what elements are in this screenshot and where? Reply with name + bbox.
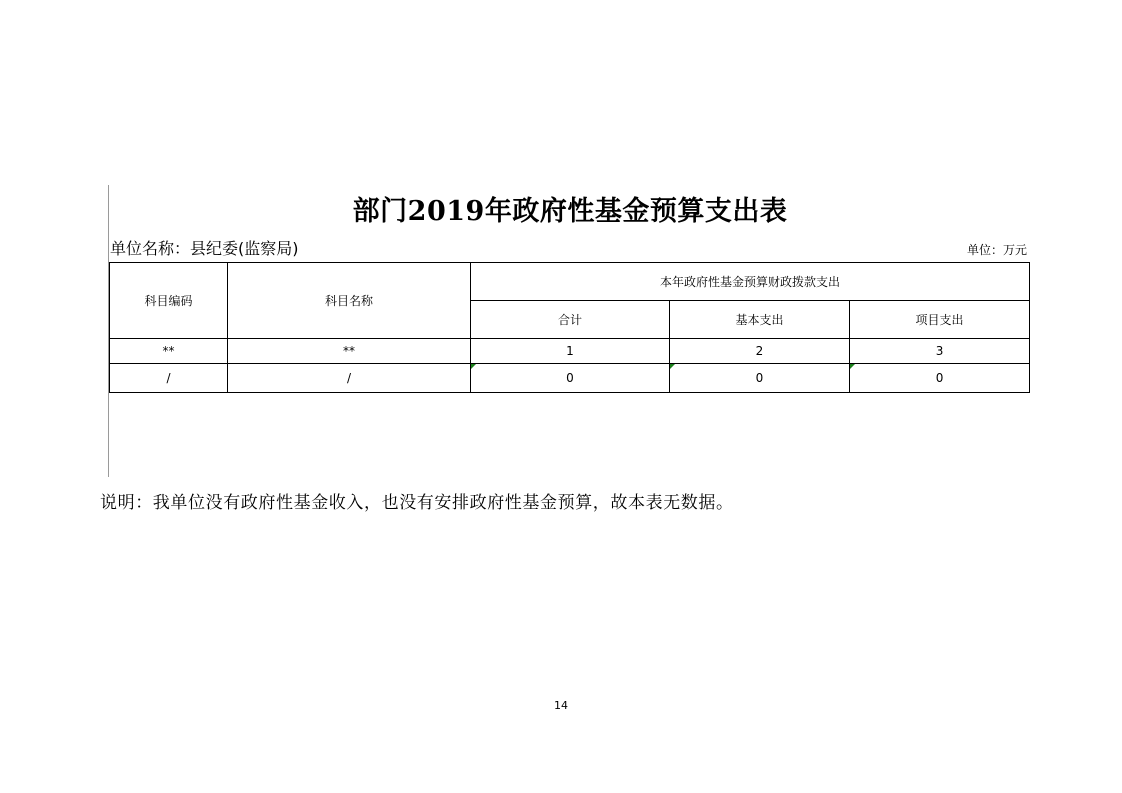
cell-flag-icon	[670, 364, 675, 369]
header-row	[110, 263, 1030, 301]
explanation-note: 说明：我单位没有政府性基金收入，也没有安排政府性基金预算，故本表无数据。	[100, 493, 734, 513]
table-cell-total	[471, 364, 670, 393]
currency-unit: 单位：万元	[966, 243, 1027, 257]
budget-table	[109, 262, 1030, 393]
page-title: 部门2019年政府性基金预算支出表	[352, 196, 788, 227]
table-cell: /	[110, 364, 228, 393]
page-number: 14	[554, 699, 568, 712]
table-cell: 2	[670, 339, 850, 364]
table-cell: 1	[471, 339, 670, 364]
table-cell: 3	[850, 339, 1030, 364]
header-group-expenditure: 本年政府性基金预算财政拨款支出	[471, 263, 1030, 301]
header-subject-name: 科目名称	[228, 263, 471, 339]
header-basic-expenditure: 基本支出	[670, 301, 850, 339]
cell-value: 0	[755, 371, 764, 385]
header-subject-code: 科目编码	[110, 263, 228, 339]
table-cell-basic	[670, 364, 850, 393]
cell-flag-icon	[850, 364, 855, 369]
table-row-index	[110, 339, 1030, 364]
unit-name: 单位名称：县纪委(监察局)	[110, 239, 299, 258]
header-total: 合计	[471, 301, 670, 339]
table-cell: /	[228, 364, 471, 393]
cell-flag-icon	[471, 364, 476, 369]
header-project-expenditure: 项目支出	[850, 301, 1030, 339]
table-row-data	[110, 364, 1030, 393]
table-cell: **	[228, 339, 471, 364]
table-cell-project	[850, 364, 1030, 393]
cell-value: 0	[566, 371, 574, 385]
table-cell: **	[110, 339, 228, 364]
cell-value: 0	[935, 371, 944, 385]
